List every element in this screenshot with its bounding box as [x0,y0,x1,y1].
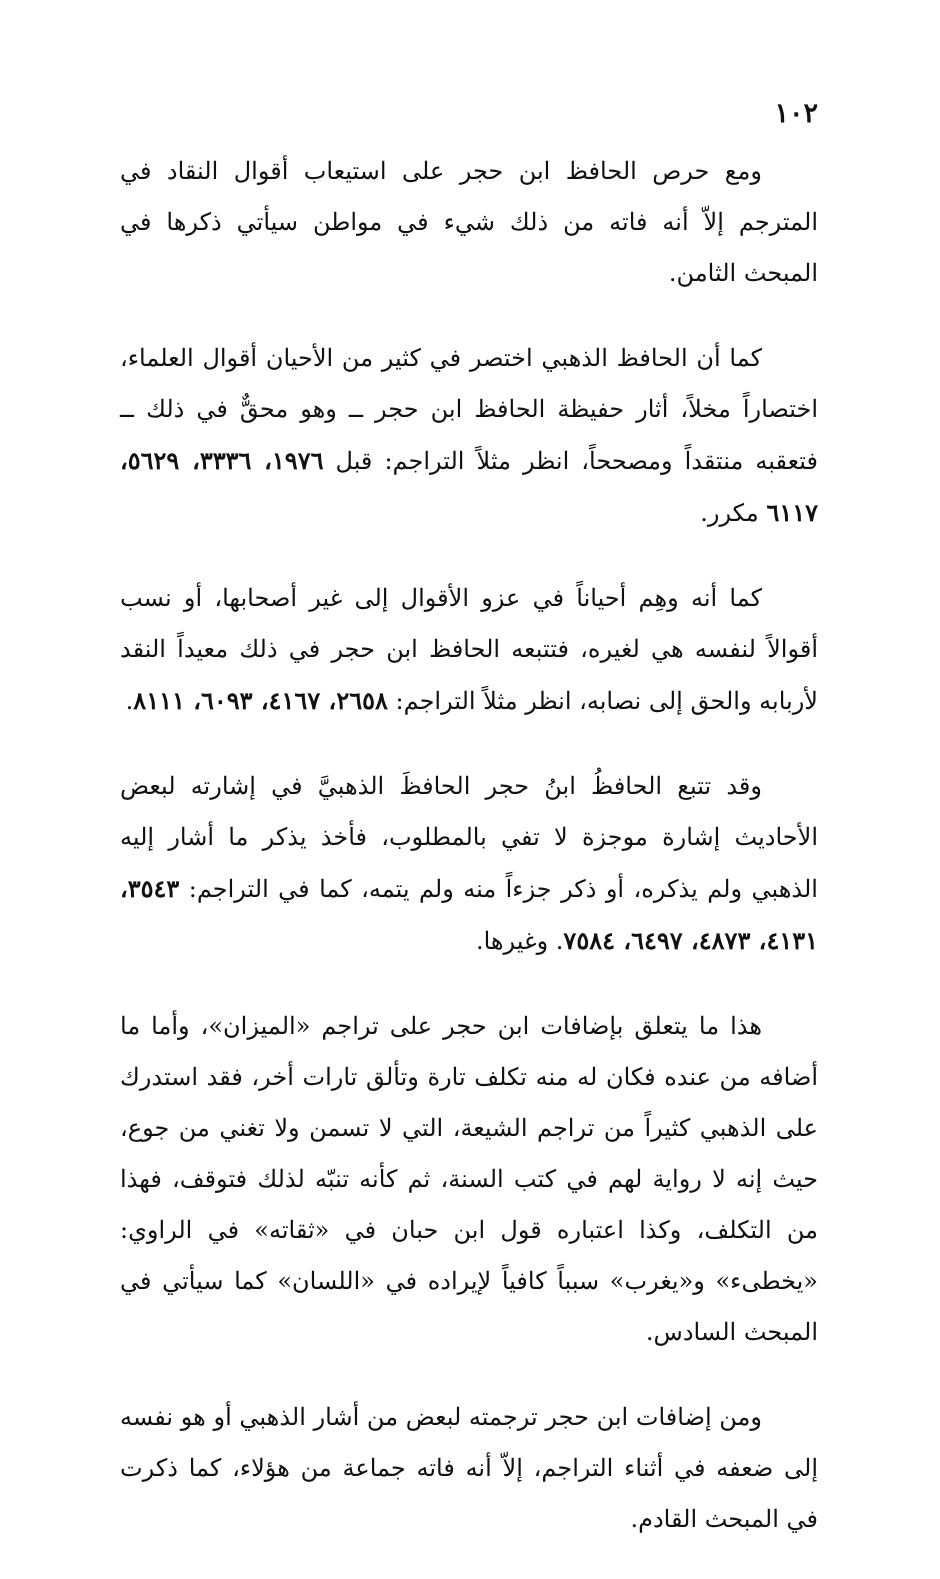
paragraph-4-numbers: ٣٥٤٣، ٤١٣١، ٤٨٧٣، ٦٤٩٧، ٧٥٨٤ [120,874,818,955]
paragraph-5: هذا ما يتعلق بإضافات ابن حجر على تراجم «الميزان»، وأما ما أضافه من عنده فكان له منه تكلف تارة وتألق تارات أخر، فقد استدرك على الذهبي كثيراً من تراجم الشيعة، التي لا تسمن ولا تغني من جوع، حيث إنه لا رواية لهم في كتب السنة، ثم كأنه تنبّه لذلك فتوقف، فهذا من التكلف، وكذا اعتباره قول ابن حبان في «ثقاته» في الراوي: «يخطىء» و«يغرب» سبباً كافياً لإيراده في «اللسان» كما سيأتي في المبحث السادس. [120,1012,818,1346]
page-number: ١٠٢ [774,98,818,129]
paragraph-3-text: كما أنه وهِم أحياناً في عزو الأقوال إلى غير أصحابها، أو نسب أقوالاً لنفسه هي لغيره، فتتبعه الحافظ ابن حجر في ذلك معيداً النقد لأربابه والحق إلى نصابه، انظر مثلاً التراجم: [120,584,818,715]
paragraph-4-tail: . وغيرها. [475,927,564,955]
paragraph-2-text: كما أن الحافظ الذهبي اختصر في كثير من الأحيان أقوال العلماء، اختصاراً مخلاً، أثار حفيظة الحافظ ابن حجر ــ وهو محقٌّ في ذلك ــ فتعقبه منتقداً ومصححاً، انظر مثلاً التراجم: قبل [120,344,818,475]
paragraph-3 [120,573,818,727]
paragraph-2-tail: مكرر. [700,499,759,527]
paragraph-4-text: وقد تتبع الحافظُ ابنُ حجر الحافظَ الذهبيَّ في إشارته لبعض الأحاديث إشارة موجزة لا تفي بالمطلوب، فأخذ يذكر ما أشار إليه الذهبي ولم يذكره، أو ذكر جزءاً منه ولم يتمه، كما في التراجم: [120,772,818,903]
paragraph-3-tail: . [125,687,134,715]
paragraph-2-numbers: ١٩٧٦، ٣٣٣٦، ٥٦٢٩، ٦١١٧ [120,446,818,527]
paragraph-4 [120,761,818,967]
page-body [120,146,818,1579]
paragraph-1: ومع حرص الحافظ ابن حجر على استيعاب أقوال النقاد في المترجم إلاّ أنه فاته من ذلك شيء في مواطن سيأتي ذكرها في المبحث الثامن. [120,157,818,287]
paragraph-2 [120,333,818,539]
paragraph-3-numbers: ٢٦٥٨، ٤١٦٧، ٦٠٩٣، ٨١١١ [133,686,388,715]
paragraph-6: ومن إضافات ابن حجر ترجمته لبعض من أشار الذهبي أو هو نفسه إلى ضعفه في أثناء التراجم، إلاّ أنه فاته جماعة من هؤلاء، كما ذكرت في المبحث القادم. [120,1403,818,1533]
